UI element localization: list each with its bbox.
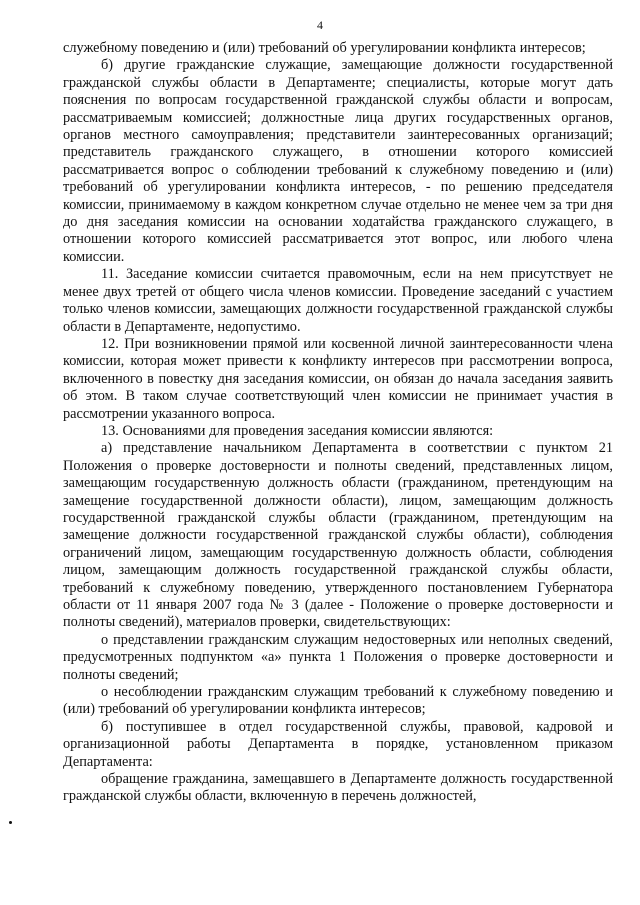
paragraph-13-grounds: 13. Основаниями для проведения заседания комиссии являются: [101,422,494,439]
paragraph-item-b-participants: б) другие гражданские служащие, замещающие должности государственной гражданской службы области в Департаменте; специалисты, которые могут дать пояснения по вопросам государственной гражданской службы области и вопросам, рассматриваемым комиссией; должностные лица других государственных органов, органов местного самоуправления; представители заинтересованных организаций; представитель гражданского служащего, в отношении которого комиссией рассматривается вопрос о соблюдении требований к служебному поведению и (или) требований об урегулировании конфликта интересов, - по решению председателя комиссии, принимаемому в каждом конкретном случае отдельно не менее чем за три дня до дня заседания комиссии на основании ходатайства гражданского служащего, в отношении которого комиссией рассматривается этот вопрос, или любого члена комиссии. [63,57,613,265]
paragraph-12-conflict-of-interest: 12. При возникновении прямой или косвенной личной заинтересованности члена комиссии, которая может привести к конфликту интересов при рассмотрении вопроса, включенного в повестку дня заседания комиссии, он обязан до начала заседания заявить об этом. В таком случае соответствующий член комиссии не принимает участия в рассмотрении указанного вопроса. [63,335,613,422]
paragraph-false-information: о представлении гражданским служащим недостоверных или неполных сведений, предусмотренных подпунктом «а» пункта 1 Положения о проверке достоверности и полноты сведений; [63,631,613,683]
scan-dot-mark [9,821,12,824]
paragraph-non-compliance: о несоблюдении гражданским служащим требований к служебному поведению и (или) требований об урегулировании конфликта интересов; [63,684,613,718]
paragraph-continuation: служебному поведению и (или) требований об урегулировании конфликта интересов; [63,40,586,56]
paragraph-11-quorum: 11. Заседание комиссии считается правомочным, если на нем присутствует не менее двух третей от общего числа членов комиссии. Проведение заседаний с участием только членов комиссии, замещающих должности государственной гражданской службы области в Департаменте, недопустимо. [63,266,613,335]
paragraph-appeal: обращение гражданина, замещавшего в Департаменте должность государственной гражданской службы области, включенную в перечень должностей, [63,771,613,805]
page-number: 4 [317,18,323,32]
document-body [63,40,613,806]
paragraph-13b-received: б) поступившее в отдел государственной службы, правовой, кадровой и организационной работы Департамента в порядке, установленном приказом Департамента: [63,718,613,770]
paragraph-13a-submission: а) представление начальником Департамента в соответствии с пунктом 21 Положения о проверке достоверности и полноты сведений, представленных лицом, замещающим государственную должность области (гражданином, претендующим на замещение государственной должности области), лицом, замещающим должность государственной гражданской службы области (гражданином, претендующим на замещение должности государственной гражданской службы области), соблюдения ограничений лицом, замещающим государственную должность области, соблюдения лицом, замещающим должность государственной гражданской службы области, требований к служебному поведению, утвержденного постановлением Губернатора области от 11 января 2007 года № 3 (далее - Положение о проверке достоверности и полноты сведений), материалов проверки, свидетельствующих: [63,440,613,631]
